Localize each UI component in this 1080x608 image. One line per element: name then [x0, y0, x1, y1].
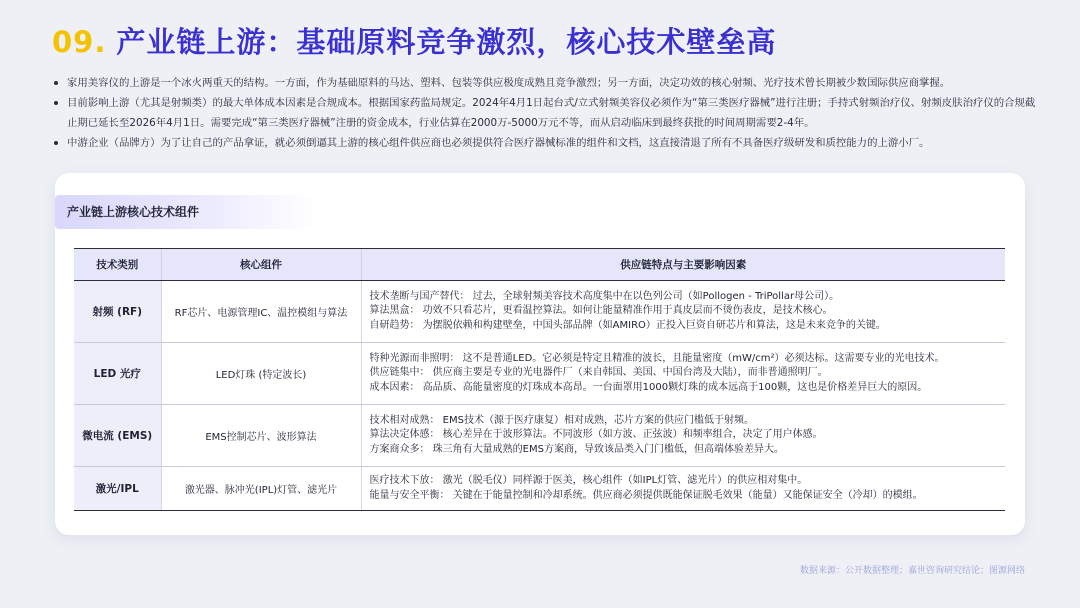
header-features: 供应链特点与主要影响因素 — [361, 249, 1005, 281]
bullet-item: 家用美容仪的上游是一个冰火两重天的结构。一方面，作为基础原料的马达、塑料、包装等供应极度成熟且竞争激烈；另一方面，决定功效的核心射频、光疗技术曾长期被少数国际供应商掌握。 — [52, 73, 1037, 93]
cell-features — [361, 281, 1005, 343]
cell-category: 射频 (RF) — [74, 281, 161, 343]
intro-bullet-list — [52, 73, 1037, 153]
bullet-item: 目前影响上游（尤其是射频类）的最大单体成本因素是合规成本。根据国家药监局规定。2024年4月1日起台式/立式射频美容仪必须作为“第三类医疗器械”进行注册；手持式射频治疗仪、射频皮肤治疗仪的合规截止期已延长至2026年4月1日。需要完成“第三类医疗器械”注册的资金成本，行业估算在2000万-5000万元不等，而从启动临床到最终获批的时间周期需要2-4年。 — [52, 93, 1037, 133]
feature-line: 算法决定体感： 核心差异在于波形算法。不同波形（如方波、正弦波）和频率组合，决定了用户体感。 — [369, 429, 823, 441]
cell-category: 微电流 (EMS) — [74, 405, 161, 467]
page-title — [52, 20, 776, 61]
components-table — [74, 248, 1005, 511]
feature-line: 供应链集中： 供应商主要是专业的光电器件厂（来自韩国、美国、中国台湾及大陆），而非普通照明厂。 — [369, 367, 828, 379]
title-number: 09. — [52, 25, 107, 59]
cell-component: RF芯片、电源管理IC、温控模组与算法 — [161, 281, 361, 343]
card-header — [55, 195, 315, 229]
cell-features — [361, 467, 1005, 511]
feature-line: 技术相对成熟： EMS技术（源于医疗康复）相对成熟，芯片方案的供应门槛低于射频。 — [369, 414, 754, 426]
cell-component: 激光器、脉冲光(IPL)灯管、滤光片 — [161, 467, 361, 511]
header-component: 核心组件 — [161, 249, 361, 281]
cell-features — [361, 343, 1005, 405]
title-text: 产业链上游：基础原料竞争激烈，核心技术壁垒高 — [116, 25, 777, 59]
table-row — [74, 405, 1005, 467]
header-category: 技术类别 — [74, 249, 161, 281]
feature-line: 技术垄断与国产替代： 过去，全球射频美容技术高度集中在以色列公司（如Pollogen - TriPollar母公司）。 — [369, 290, 840, 302]
feature-line: 特种光源而非照明： 这不是普通LED。它必须是特定且精准的波长，且能量密度（mW/cm²）必须达标。这需要专业的光电技术。 — [369, 352, 945, 364]
feature-line: 能量与安全平衡： 关键在于能量控制和冷却系统。供应商必须提供既能保证脱毛效果（能量）又能保证安全（冷却）的模组。 — [369, 489, 923, 501]
cell-category: 激光/IPL — [74, 467, 161, 511]
feature-line: 算法黑盒： 功效不只看芯片，更看温控算法。如何让能量精准作用于真皮层而不烫伤表皮，是技术核心。 — [369, 305, 833, 317]
components-card — [55, 173, 1025, 535]
feature-line: 医疗技术下放： 激光（脱毛仪）同样源于医美，核心组件（如IPL灯管、滤光片）的供应相对集中。 — [369, 475, 808, 486]
feature-line: 成本因素： 高品质、高能量密度的灯珠成本高昂。一台面罩用1000颗灯珠的成本远高于100颗，这也是价格差异巨大的原因。 — [369, 381, 928, 393]
cell-features — [361, 405, 1005, 467]
table-header-row — [74, 249, 1005, 281]
feature-line: 方案商众多： 珠三角有大量成熟的EMS方案商，导致该品类入门门槛低，但高端体验差异大。 — [369, 443, 784, 455]
cell-category: LED 光疗 — [74, 343, 161, 405]
table-row — [74, 281, 1005, 343]
bullet-item: 中游企业（品牌方）为了让自己的产品拿证，就必须倒逼其上游的核心组件供应商也必须提供符合医疗器械标准的组件和文档，这直接清退了所有不具备医疗级研发和质控能力的上游小厂。 — [52, 133, 1037, 153]
feature-line: 自研趋势： 为摆脱依赖和构建壁垒，中国头部品牌（如AMIRO）正投入巨资自研芯片和算法，这是未来竞争的关键。 — [369, 319, 886, 331]
table-row — [74, 467, 1005, 511]
data-source-note: 数据来源：公开数据整理；嘉世咨询研究结论；图源网络 — [799, 566, 1025, 576]
cell-component: LED灯珠 (特定波长) — [161, 343, 361, 405]
cell-component: EMS控制芯片、波形算法 — [161, 405, 361, 467]
table-row — [74, 343, 1005, 405]
card-title: 产业链上游核心技术组件 — [67, 205, 200, 219]
